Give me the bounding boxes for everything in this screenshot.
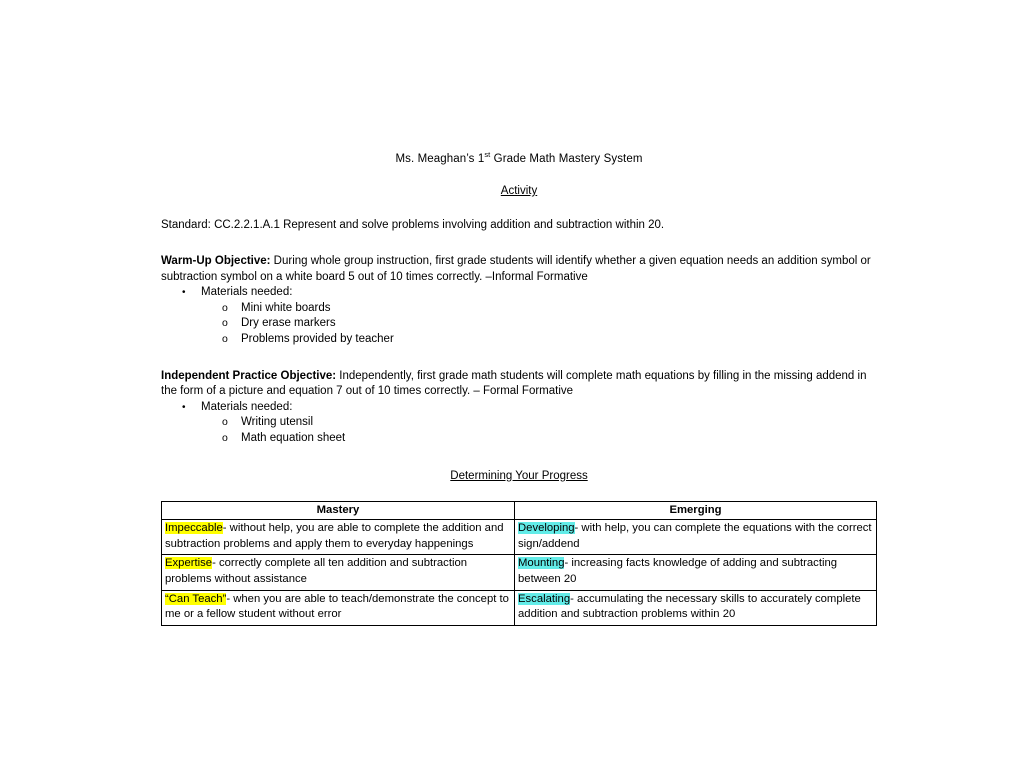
warm-up-objective-label: Warm-Up Objective: <box>161 255 271 267</box>
mastery-cell <box>162 520 515 555</box>
independent-practice-objective-label: Independent Practice Objective: <box>161 369 337 382</box>
independent-practice-materials-label-item <box>161 400 877 416</box>
document-content <box>161 152 877 626</box>
mastery-description: - correctly complete all ten addition and subtraction problems without assistance <box>165 557 468 585</box>
document-title-prefix: Ms. Meaghan’s 1 <box>395 153 485 165</box>
emerging-description: - with help, you can complete the equations with the correct sign/addend <box>518 522 872 550</box>
list-item-label: Math equation sheet <box>241 431 346 444</box>
mastery-description: - when you are able to teach/demonstrate the concept to me or a fellow student without error <box>165 592 509 621</box>
bullet-icon: • <box>182 287 186 299</box>
circle-bullet-icon: o <box>222 317 228 330</box>
independent-practice-objective-text: Independently, first grade math students will complete math equations by filling in the missing addend in the form of a picture and equation 7 out of 10 times correctly. – Formal Formative <box>161 369 867 398</box>
table-row <box>162 555 877 590</box>
circle-bullet-icon: o <box>222 301 228 314</box>
independent-practice-objective-paragraph <box>161 369 877 400</box>
emerging-term: Developing <box>518 522 575 535</box>
emerging-cell <box>515 590 877 625</box>
table-row <box>162 590 877 625</box>
list-item <box>161 301 877 317</box>
table-header-row <box>162 501 877 520</box>
progress-heading <box>161 469 877 484</box>
list-item-label: Problems provided by teacher <box>241 332 394 345</box>
emerging-description: - accumulating the necessary skills to accurately complete addition and subtraction problems within 20 <box>518 592 861 621</box>
column-header-emerging: Emerging <box>515 501 877 520</box>
warm-up-materials-label-item <box>161 285 877 301</box>
bullet-icon: • <box>182 401 186 413</box>
circle-bullet-icon: o <box>222 416 228 429</box>
table-row <box>162 520 877 555</box>
warm-up-objective-text: During whole group instruction, first grade students will identify whether a given equation needs an addition symbol or subtraction symbol on a white board 5 out of 10 times correctly. –Informal Formative <box>161 255 871 283</box>
warm-up-materials-list <box>161 285 877 347</box>
independent-practice-objective-block <box>161 369 877 447</box>
independent-practice-materials-label: Materials needed: <box>201 400 293 413</box>
independent-practice-materials-sublist <box>161 415 877 446</box>
column-header-mastery: Mastery <box>162 501 515 520</box>
progress-heading-text: Determining Your Progress <box>450 469 588 482</box>
emerging-description: - increasing facts knowledge of adding and subtracting between 20 <box>518 557 838 585</box>
progress-table <box>161 501 877 626</box>
independent-practice-materials-list <box>161 400 877 447</box>
list-item <box>161 316 877 332</box>
document-title <box>161 152 877 167</box>
list-item-label: Writing utensil <box>241 416 314 429</box>
emerging-cell <box>515 520 877 555</box>
warm-up-materials-label: Materials needed: <box>201 286 293 299</box>
warm-up-objective-block <box>161 254 877 348</box>
mastery-cell <box>162 555 515 590</box>
circle-bullet-icon: o <box>222 332 228 345</box>
mastery-description: - without help, you are able to complete the addition and subtraction problems and apply them to everyday happenings <box>165 522 504 550</box>
mastery-term: “Can Teach” <box>165 592 227 605</box>
list-item <box>161 332 877 348</box>
emerging-cell <box>515 555 877 590</box>
emerging-term: Escalating <box>518 592 571 605</box>
list-item <box>161 431 877 447</box>
list-item <box>161 415 877 431</box>
document-title-suffix: Grade Math Mastery System <box>490 153 643 165</box>
mastery-term: Impeccable <box>165 522 223 535</box>
circle-bullet-icon: o <box>222 431 228 444</box>
activity-heading-text: Activity <box>500 185 538 197</box>
list-item-label: Mini white boards <box>241 301 331 314</box>
mastery-term: Expertise <box>165 557 213 570</box>
mastery-cell <box>162 590 515 625</box>
activity-heading <box>161 184 877 199</box>
warm-up-objective-paragraph <box>161 254 877 285</box>
warm-up-materials-sublist <box>161 301 877 348</box>
standard-line: Standard: CC.2.2.1.A.1 Represent and solve problems involving addition and subtraction within 20. <box>161 219 665 231</box>
document-title-superscript: st <box>484 150 491 160</box>
list-item-label: Dry erase markers <box>241 317 336 330</box>
emerging-term: Mounting <box>518 557 565 570</box>
